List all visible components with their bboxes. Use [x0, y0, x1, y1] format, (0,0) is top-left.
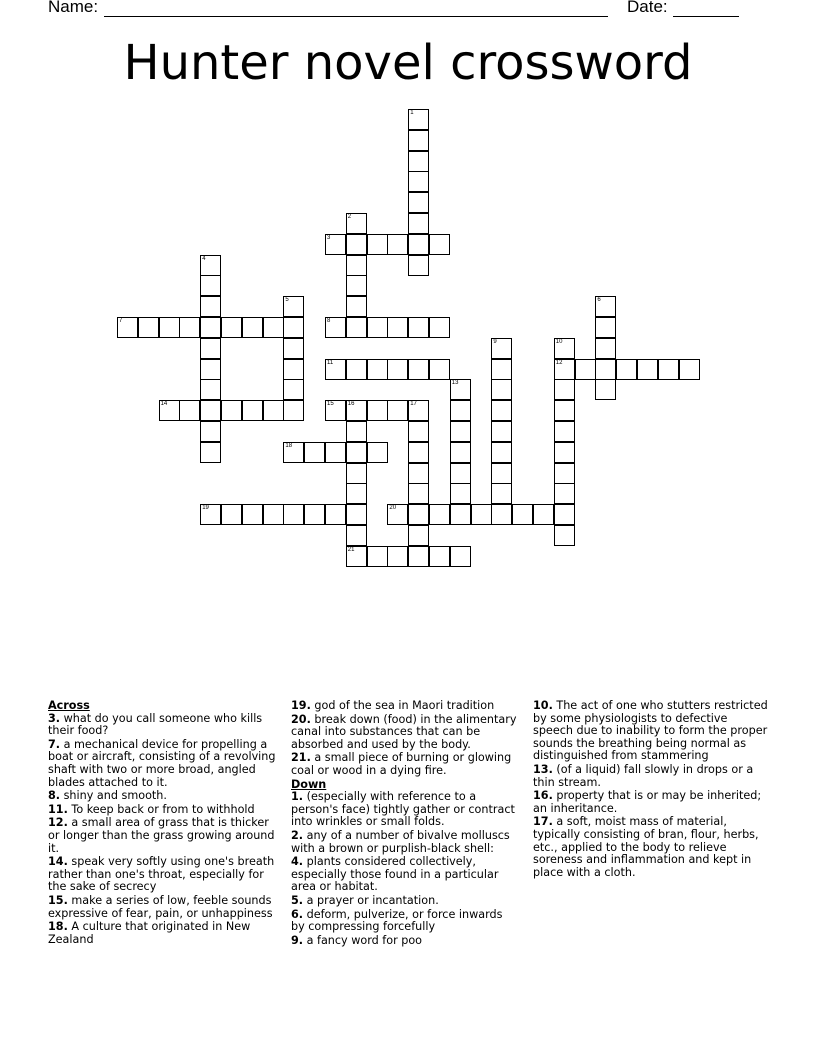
clue: [48, 739, 276, 789]
grid-cell[interactable]: [554, 338, 575, 359]
clue-number: 18: [285, 442, 293, 449]
grid-cell[interactable]: [554, 421, 575, 442]
clue-number-label: 2.: [291, 828, 304, 842]
grid-cell[interactable]: [408, 400, 429, 421]
date-label: Date:: [627, 0, 668, 16]
clue-text: a soft, moist mass of material, typically consisting of bran, flour, herbs, etc., applied to the body to relieve soreness and inflammation and kept in place with a cloth.: [533, 815, 759, 879]
grid-cell[interactable]: [346, 463, 367, 484]
grid-cell[interactable]: [200, 359, 221, 380]
grid-cell[interactable]: [450, 442, 471, 463]
grid-cell[interactable]: [450, 463, 471, 484]
grid-cell[interactable]: [346, 359, 367, 380]
grid-cell[interactable]: [325, 442, 346, 463]
grid-cell[interactable]: [408, 546, 429, 567]
grid-cell[interactable]: [283, 338, 304, 359]
grid-cell[interactable]: [408, 255, 429, 276]
grid-cell[interactable]: [179, 317, 200, 338]
clue: [533, 790, 769, 815]
grid-cell[interactable]: [200, 296, 221, 317]
grid-cell[interactable]: [554, 525, 575, 546]
clue-number-label: 17.: [533, 815, 553, 829]
grid-cell[interactable]: [491, 400, 512, 421]
clue: [48, 895, 276, 920]
clue-number: 1: [410, 110, 414, 116]
clue-number: 19: [202, 505, 209, 512]
grid-cell[interactable]: [408, 483, 429, 504]
clue: [291, 856, 519, 894]
grid-cell[interactable]: [346, 317, 367, 338]
clue-number-label: 4.: [291, 855, 304, 869]
grid-cell[interactable]: [221, 317, 242, 338]
grid-cell[interactable]: [595, 317, 616, 338]
clue-text: what do you call someone who kills their food?: [48, 711, 263, 738]
grid-cell[interactable]: [637, 359, 658, 380]
clue: [291, 752, 519, 777]
grid-cell[interactable]: [595, 338, 616, 359]
clue-text: a prayer or incantation.: [303, 893, 439, 907]
grid-cell[interactable]: [387, 359, 408, 380]
clue-number: 20: [389, 505, 397, 512]
clue-number: 17: [410, 401, 417, 408]
grid-cell[interactable]: [429, 317, 450, 338]
clue-text: The act of one who stutters restricted by some physiologists to defective speech due to inability to form the proper sounds the breathing being normal as distinguished from stammering: [533, 699, 768, 763]
clue: [48, 817, 276, 855]
grid-cell[interactable]: [450, 546, 471, 567]
clue-text: deform, pulverize, or force inwards by compressing forcefully: [291, 907, 503, 934]
grid-cell[interactable]: [387, 546, 408, 567]
grid-cell[interactable]: [367, 442, 388, 463]
name-label: Name:: [48, 0, 99, 16]
grid-cell[interactable]: [325, 359, 346, 380]
grid-cell[interactable]: [554, 359, 575, 380]
clue-number-label: 15.: [48, 893, 68, 907]
grid-cell[interactable]: [450, 483, 471, 504]
clue: [48, 921, 276, 946]
clue-text: plants considered collectively, especially those found in a particular area or habitat.: [291, 855, 499, 894]
grid-cell[interactable]: [263, 317, 284, 338]
clue-text: a fancy word for poo: [303, 933, 423, 947]
grid-cell[interactable]: [367, 400, 388, 421]
clue-text: (of a liquid) fall slowly in drops or a thin stream.: [533, 762, 754, 789]
grid-cell[interactable]: [283, 400, 304, 421]
clue-number: 8: [327, 318, 331, 324]
clue-number: 2: [347, 214, 352, 220]
clue: [48, 790, 276, 803]
grid-cell[interactable]: [325, 504, 346, 525]
grid-cell[interactable]: [554, 483, 575, 504]
grid-cell[interactable]: [408, 504, 429, 525]
grid-cell[interactable]: [595, 296, 616, 317]
clue-number-label: 3.: [48, 711, 61, 725]
grid-cell[interactable]: [283, 317, 304, 338]
grid-cell[interactable]: [283, 296, 304, 317]
grid-cell[interactable]: [200, 317, 221, 338]
clue-text: property that is or may be inherited; an inheritance.: [533, 789, 762, 815]
clue-number-label: 8.: [48, 789, 61, 803]
clue-number: 7: [119, 318, 123, 324]
grid-cell[interactable]: [325, 234, 346, 255]
grid-cell[interactable]: [200, 275, 221, 296]
clue-number: 4: [202, 255, 206, 262]
grid-cell[interactable]: [325, 317, 346, 338]
grid-cell[interactable]: [346, 546, 367, 567]
grid-cell[interactable]: [450, 421, 471, 442]
grid-cell[interactable]: [200, 421, 221, 442]
grid-cell[interactable]: [616, 359, 637, 380]
grid-cell[interactable]: [200, 338, 221, 359]
clue-text: speak very softly using one's breath rather than one's throat, especially for the sake of secrecy: [48, 855, 275, 894]
grid-cell[interactable]: [179, 400, 200, 421]
clue-text: god of the sea in Maori tradition: [310, 699, 495, 712]
grid-cell[interactable]: [450, 379, 471, 400]
grid-cell[interactable]: [367, 359, 388, 380]
clue-number: 9: [493, 338, 497, 345]
clue-number-label: 5.: [291, 893, 304, 907]
clue: [291, 935, 519, 948]
clue-number: 6: [597, 297, 601, 304]
grid-cell[interactable]: [200, 379, 221, 400]
clue-text: a small area of grass that is thicker or longer than the grass growing around it.: [48, 816, 275, 855]
grid-cell[interactable]: [408, 525, 429, 546]
clue-number-label: 1.: [291, 790, 304, 804]
grid-cell[interactable]: [242, 400, 263, 421]
grid-cell[interactable]: [450, 400, 471, 421]
clue-number-label: 19.: [291, 699, 311, 712]
clue: [291, 895, 519, 908]
grid-cell[interactable]: [367, 234, 388, 255]
clue-number-label: 18.: [48, 920, 68, 934]
clue-number-label: 6.: [291, 907, 304, 921]
grid-cell[interactable]: [346, 442, 367, 463]
clue-number-label: 12.: [48, 816, 68, 830]
grid-cell[interactable]: [408, 171, 429, 192]
down-heading: Down: [291, 777, 327, 791]
clue-number: 16: [347, 401, 355, 408]
clue-number-label: 13.: [533, 762, 553, 776]
clue-number-label: 21.: [291, 751, 311, 765]
clue: [291, 830, 519, 855]
grid-cell[interactable]: [159, 400, 180, 421]
grid-cell[interactable]: [304, 504, 325, 525]
clue: [48, 804, 276, 817]
grid-cell[interactable]: [658, 359, 679, 380]
grid-cell[interactable]: [325, 400, 346, 421]
grid-cell[interactable]: [346, 483, 367, 504]
clue-number: 11: [327, 359, 334, 366]
clues-column-2: [291, 700, 519, 948]
grid-cell[interactable]: [595, 379, 616, 400]
grid-cell[interactable]: [387, 400, 408, 421]
clue-number-label: 10.: [533, 699, 553, 712]
grid-cell[interactable]: [159, 317, 180, 338]
grid-cell[interactable]: [408, 317, 429, 338]
grid-cell[interactable]: [429, 546, 450, 567]
grid-cell[interactable]: [138, 317, 159, 338]
grid-cell[interactable]: [346, 296, 367, 317]
grid-cell[interactable]: [346, 234, 367, 255]
clue-number: 21: [347, 546, 355, 553]
grid-cell[interactable]: [304, 442, 325, 463]
grid-cell[interactable]: [408, 234, 429, 255]
grid-cell[interactable]: [491, 442, 512, 463]
grid-cell[interactable]: [491, 359, 512, 380]
grid-cell[interactable]: [491, 504, 512, 525]
clue-number-label: 14.: [48, 855, 68, 869]
grid-cell[interactable]: [346, 400, 367, 421]
grid-cell[interactable]: [491, 379, 512, 400]
clues-column-1: [48, 700, 276, 947]
clue-text: any of a number of bivalve molluscs with a brown or purplish-black shell:: [291, 828, 510, 855]
grid-cell[interactable]: [408, 442, 429, 463]
clue-number: 10: [555, 338, 563, 345]
grid-cell[interactable]: [367, 546, 388, 567]
grid-cell[interactable]: [263, 400, 284, 421]
grid-cell[interactable]: [346, 504, 367, 525]
grid-cell[interactable]: [200, 504, 221, 525]
grid-cell[interactable]: [200, 400, 221, 421]
grid-cell[interactable]: [429, 234, 450, 255]
clue: [48, 856, 276, 894]
grid-cell[interactable]: [242, 317, 263, 338]
grid-cell[interactable]: [346, 421, 367, 442]
grid-cell[interactable]: [408, 463, 429, 484]
grid-cell[interactable]: [408, 421, 429, 442]
clue: [291, 700, 519, 713]
grid-cell[interactable]: [283, 359, 304, 380]
clue: [291, 909, 519, 934]
grid-cell[interactable]: [346, 213, 367, 234]
grid-cell[interactable]: [471, 504, 492, 525]
grid-cell[interactable]: [387, 317, 408, 338]
clue: [533, 700, 769, 763]
grid-cell[interactable]: [283, 442, 304, 463]
clue-number: 14: [160, 401, 168, 408]
grid-cell[interactable]: [221, 400, 242, 421]
grid-cell[interactable]: [554, 442, 575, 463]
grid-cell[interactable]: [200, 255, 221, 276]
clue-number-label: 11.: [48, 802, 68, 816]
grid-cell[interactable]: [387, 234, 408, 255]
clue-number: 15: [327, 401, 334, 408]
grid-cell[interactable]: [533, 504, 554, 525]
clue-text: A culture that originated in New Zealand: [48, 920, 251, 946]
clue-number: 13: [451, 380, 459, 387]
grid-cell[interactable]: [408, 151, 429, 172]
grid-cell[interactable]: [554, 400, 575, 421]
grid-cell[interactable]: [200, 442, 221, 463]
clue-text: shiny and smooth.: [60, 789, 167, 803]
grid-cell[interactable]: [679, 359, 700, 380]
grid-cell[interactable]: [554, 504, 575, 525]
grid-cell[interactable]: [283, 504, 304, 525]
clue-text: a small piece of burning or glowing coal or wood in a dying fire.: [291, 751, 512, 777]
grid-cell[interactable]: [554, 379, 575, 400]
grid-cell[interactable]: [408, 213, 429, 234]
grid-cell[interactable]: [408, 109, 429, 130]
clue: [291, 791, 519, 829]
grid-cell[interactable]: [367, 317, 388, 338]
grid-cell[interactable]: [512, 504, 533, 525]
clue: [533, 764, 769, 789]
clues-column-3: [533, 700, 769, 880]
across-heading: Across: [48, 699, 90, 712]
grid-cell[interactable]: [595, 359, 616, 380]
grid-cell[interactable]: [491, 421, 512, 442]
clue-text: break down (food) in the alimentary canal into substances that can be absorbed and used by the body.: [291, 712, 517, 751]
grid-cell[interactable]: [408, 192, 429, 213]
clue-number-label: 20.: [291, 712, 311, 726]
grid-cell[interactable]: [346, 525, 367, 546]
grid-cell[interactable]: [387, 504, 408, 525]
clue-text: To keep back or from to withhold: [67, 802, 255, 816]
grid-cell[interactable]: [408, 130, 429, 151]
clue: [533, 816, 769, 879]
clue-number-label: 7.: [48, 737, 61, 751]
clue-number: 3: [327, 234, 331, 241]
clue-number-label: 9.: [291, 933, 304, 947]
clue-text: a mechanical device for propelling a boat or aircraft, consisting of a revolving shaft with two or more broad, angled blades attached to it.: [48, 737, 276, 789]
grid-cell[interactable]: [117, 317, 138, 338]
page-title: Hunter novel crossword: [123, 35, 693, 91]
grid-cell[interactable]: [450, 504, 471, 525]
grid-cell[interactable]: [221, 504, 242, 525]
grid-cell[interactable]: [346, 255, 367, 276]
grid-cell[interactable]: [491, 463, 512, 484]
clue-number: 12: [555, 359, 563, 366]
grid-cell[interactable]: [283, 379, 304, 400]
clue: [48, 713, 276, 738]
grid-cell[interactable]: [263, 504, 284, 525]
clue: [291, 714, 519, 752]
grid-cell[interactable]: [429, 359, 450, 380]
grid-cell[interactable]: [491, 483, 512, 504]
grid-cell[interactable]: [554, 463, 575, 484]
grid-cell[interactable]: [408, 359, 429, 380]
clue-number-label: 16.: [533, 789, 553, 803]
grid-cell[interactable]: [242, 504, 263, 525]
grid-cell[interactable]: [429, 504, 450, 525]
clue-number: 5: [285, 297, 289, 304]
grid-cell[interactable]: [575, 359, 596, 380]
grid-cell[interactable]: [346, 275, 367, 296]
grid-cell[interactable]: [491, 338, 512, 359]
clue-text: (especially with reference to a person's face) tightly gather or contract into wrinkles or small folds.: [291, 790, 515, 829]
clue-text: make a series of low, feeble sounds expressive of fear, pain, or unhappiness: [48, 893, 273, 920]
